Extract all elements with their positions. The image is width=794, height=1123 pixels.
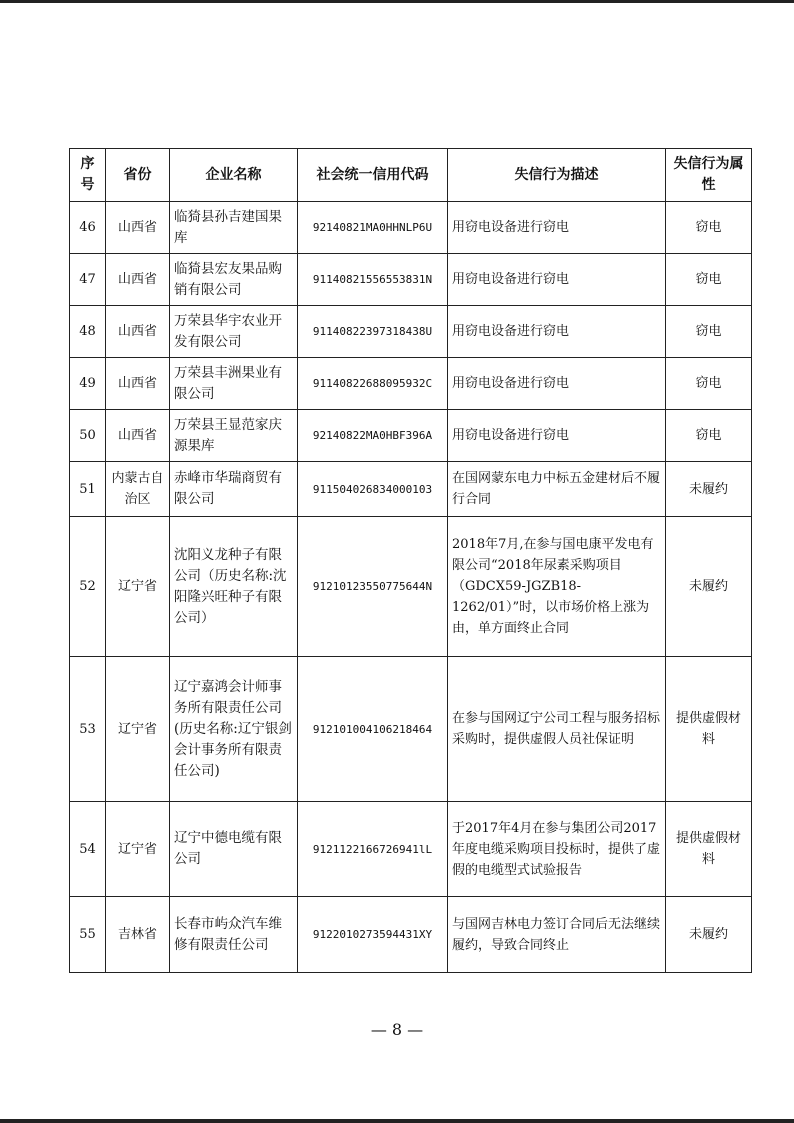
cell-no: 51 xyxy=(70,462,106,517)
page-number: — 8 — xyxy=(370,1020,424,1039)
cell-company: 赤峰市华瑞商贸有限公司 xyxy=(170,462,298,517)
cell-attribute: 提供虚假材料 xyxy=(666,657,752,802)
table-row xyxy=(70,306,752,358)
cell-attribute: 窃电 xyxy=(666,358,752,410)
header-no: 序号 xyxy=(70,149,106,202)
header-attribute: 失信行为属性 xyxy=(666,149,752,202)
cell-code: 911504026834000103 xyxy=(298,462,448,517)
table-row xyxy=(70,517,752,657)
table-body xyxy=(70,202,752,973)
scan-top-edge xyxy=(0,0,794,3)
cell-description: 用窃电设备进行窃电 xyxy=(448,202,666,254)
cell-attribute: 窃电 xyxy=(666,306,752,358)
cell-province: 山西省 xyxy=(106,358,170,410)
cell-no: 47 xyxy=(70,254,106,306)
cell-attribute: 窃电 xyxy=(666,202,752,254)
cell-attribute: 窃电 xyxy=(666,410,752,462)
cell-province: 辽宁省 xyxy=(106,657,170,802)
cell-code: 9121122166726941lL xyxy=(298,802,448,897)
cell-description: 于2017年4月在参与集团公司2017年度电缆采购项目投标时，提供了虚假的电缆型式试验报告 xyxy=(448,802,666,897)
cell-attribute: 未履约 xyxy=(666,517,752,657)
table-row xyxy=(70,897,752,973)
cell-company: 长春市屿众汽车维修有限责任公司 xyxy=(170,897,298,973)
cell-province: 山西省 xyxy=(106,202,170,254)
table-row xyxy=(70,202,752,254)
cell-company: 沈阳义龙种子有限公司（历史名称:沈阳隆兴旺种子有限公司） xyxy=(170,517,298,657)
table-row xyxy=(70,254,752,306)
cell-code: 9122010273594431XY xyxy=(298,897,448,973)
table-row xyxy=(70,410,752,462)
cell-code: 91140821556553831N xyxy=(298,254,448,306)
cell-attribute: 提供虚假材料 xyxy=(666,802,752,897)
cell-code: 91140822397318438U xyxy=(298,306,448,358)
cell-attribute: 未履约 xyxy=(666,897,752,973)
cell-no: 50 xyxy=(70,410,106,462)
cell-province: 辽宁省 xyxy=(106,517,170,657)
cell-no: 52 xyxy=(70,517,106,657)
cell-description: 用窃电设备进行窃电 xyxy=(448,358,666,410)
cell-description: 用窃电设备进行窃电 xyxy=(448,306,666,358)
header-code: 社会统一信用代码 xyxy=(298,149,448,202)
table-row xyxy=(70,802,752,897)
cell-code: 92140822MA0HBF396A xyxy=(298,410,448,462)
cell-no: 54 xyxy=(70,802,106,897)
cell-code: 912101004106218464 xyxy=(298,657,448,802)
cell-description: 在参与国网辽宁公司工程与服务招标采购时，提供虚假人员社保证明 xyxy=(448,657,666,802)
cell-attribute: 窃电 xyxy=(666,254,752,306)
cell-company: 万荣县王显范家庆源果库 xyxy=(170,410,298,462)
cell-no: 48 xyxy=(70,306,106,358)
header-province: 省份 xyxy=(106,149,170,202)
scan-bottom-edge xyxy=(0,1119,794,1123)
cell-code: 91210123550775644N xyxy=(298,517,448,657)
header-row xyxy=(70,149,752,202)
cell-description: 用窃电设备进行窃电 xyxy=(448,254,666,306)
cell-no: 49 xyxy=(70,358,106,410)
cell-company: 临猗县宏友果品购销有限公司 xyxy=(170,254,298,306)
cell-company: 辽宁嘉鸿会计师事务所有限责任公司(历史名称:辽宁银剑会计事务所有限责任公司) xyxy=(170,657,298,802)
cell-province: 吉林省 xyxy=(106,897,170,973)
cell-description: 在国网蒙东电力中标五金建材后不履行合同 xyxy=(448,462,666,517)
header-description: 失信行为描述 xyxy=(448,149,666,202)
cell-no: 53 xyxy=(70,657,106,802)
cell-attribute: 未履约 xyxy=(666,462,752,517)
cell-company: 万荣县华宇农业开发有限公司 xyxy=(170,306,298,358)
cell-code: 92140821MA0HHNLP6U xyxy=(298,202,448,254)
cell-no: 46 xyxy=(70,202,106,254)
table-header xyxy=(70,149,752,202)
cell-company: 辽宁中德电缆有限公司 xyxy=(170,802,298,897)
cell-company: 临猗县孙吉建国果库 xyxy=(170,202,298,254)
table-row xyxy=(70,462,752,517)
cell-description: 与国网吉林电力签订合同后无法继续履约，导致合同终止 xyxy=(448,897,666,973)
cell-description: 用窃电设备进行窃电 xyxy=(448,410,666,462)
header-company: 企业名称 xyxy=(170,149,298,202)
dishonest-entities-table xyxy=(69,148,752,973)
cell-province: 山西省 xyxy=(106,254,170,306)
cell-no: 55 xyxy=(70,897,106,973)
cell-company: 万荣县丰洲果业有限公司 xyxy=(170,358,298,410)
cell-province: 内蒙古自治区 xyxy=(106,462,170,517)
cell-description: 2018年7月,在参与国电康平发电有限公司“2018年尿素采购项目（GDCX59-JGZB18-1262/01）”时，以市场价格上涨为由，单方面终止合同 xyxy=(448,517,666,657)
cell-province: 山西省 xyxy=(106,410,170,462)
cell-province: 辽宁省 xyxy=(106,802,170,897)
cell-code: 91140822688095932C xyxy=(298,358,448,410)
table-row xyxy=(70,358,752,410)
cell-province: 山西省 xyxy=(106,306,170,358)
table-row xyxy=(70,657,752,802)
